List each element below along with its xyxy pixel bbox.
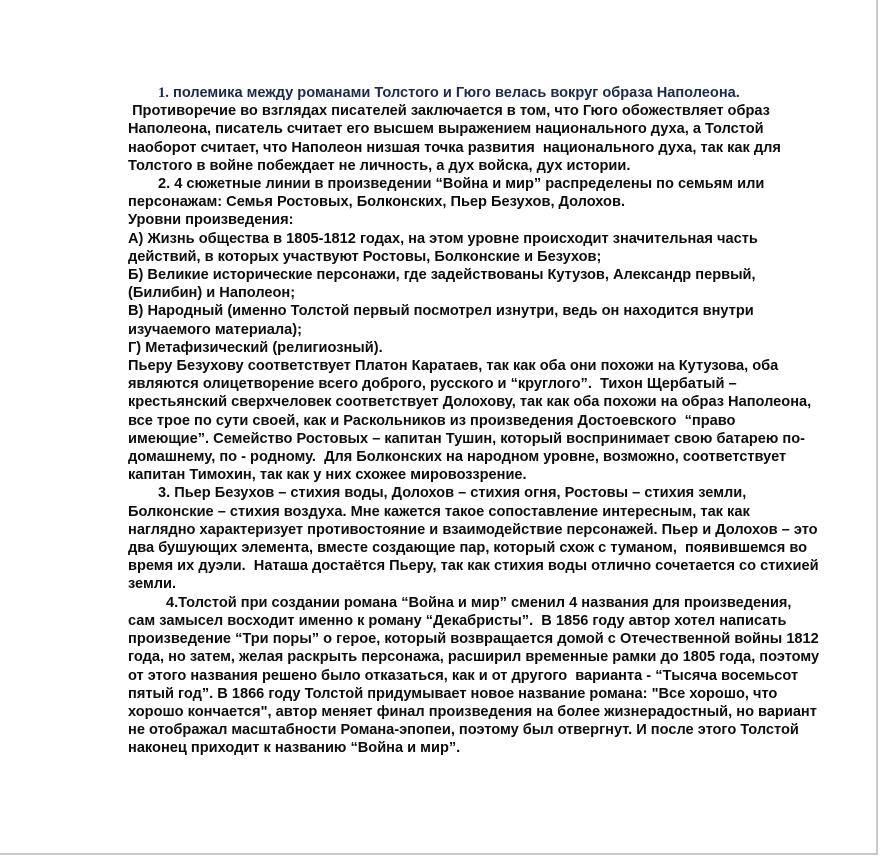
level-v-item: В) Народный (именно Толстой первый посмотрел изнутри, ведь он находится внутри изучаемого материала); — [128, 303, 758, 338]
section-1-paragraph: Противоречие во взглядах писателей заключается в том, что Гюго обожествляет образ Наполеона, писатель считает его высшем выражением национального духа, а Толстой наоборот считает, что Наполеон низшая точка развития национального духа, так как для Толстого в войне побеждает не личность, а дух войска, дух истории. — [128, 103, 785, 174]
document-body — [128, 84, 824, 758]
level-a-item: А) Жизнь общества в 1805-1812 годах, на этом уровне происходит значительная часть действий, в которых участвуют Ростовы, Болконские и Безухов; — [128, 230, 762, 265]
level-g-item: Г) Метафизический (религиозный). — [128, 339, 383, 356]
section-4-paragraph: 4.Толстой при создании романа “Война и мир” сменил 4 названия для произведения, сам замысел восходит именно к роману “Декабристы”. В 1856 году автор хотел написать произведение “Три поры” о герое, который возвращается домой с Отечественной войны 1812 года, но затем, желая раскрыть персонажа, расширил временные рамки до 1805 года, поэтому от этого названия решено было отказаться, как и от другого варианта - “Тысяча восемьсот пятый год”. В 1866 году Толстой придумывает новое название романа: "Все хорошо, что хорошо кончается", автор меняет финал произведения на более жизнерадостный, но вариант не отображал масштабности Романа-эпопеи, поэтому был отвергнут. И после этого Толстой наконец приходит к названию “Война и мир”. — [128, 594, 824, 757]
section-1-heading — [128, 84, 820, 102]
correspondences-paragraph: Пьеру Безухову соответствует Платон Каратаев, так как оба они похожи на Кутузова, оба являются олицетворение всего доброго, русского и “круглого”. Тихон Щербатый – крестьянский сверхчеловек соответствует Долохову, так как оба похожи на образ Наполеона, все трое по сути своей, как и Раскольников из произведения Достоевского “право имеющие”. Семейство Ростовых – капитан Тушин, который воспринимает свою батарею по-домашнему, по - родному. Для Болконских на народном уровне, возможно, соответствует капитан Тимохин, так как у них схожее мировоззрение. — [128, 358, 816, 484]
section-1-number: 1. — [158, 85, 169, 101]
section-2-paragraph: 2. 4 сюжетные линии в произведении “Война и мир” распределены по семьям или персонажам: Семья Ростовых, Болконских, Пьер Безухов, Долохов. — [128, 176, 769, 211]
level-b-item: Б) Великие исторические персонажи, где задействованы Кутузов, Александр первый,(Билибин) и Наполеон; — [128, 267, 756, 302]
levels-title: Уровни произведения: — [128, 212, 294, 229]
section-3-paragraph: 3. Пьер Безухов – стихия воды, Долохов – стихия огня, Ростовы – стихия земли, Болконские – стихия воздуха. Мне кажется такое сопоставление интересным, так как наглядно характеризует противостояние и взаимодействие персонажей. Пьер и Долохов – это два бушующих элемента, вместе создающие пар, который схож с туманом, появившемся во время их дуэли. Наташа достаётся Пьеру, так как стихия воды отлично сочетается со стихией земли. — [128, 485, 823, 593]
section-1-heading-text: полемика между романами Толстого и Гюго велась вокруг образа Наполеона. — [173, 85, 740, 101]
